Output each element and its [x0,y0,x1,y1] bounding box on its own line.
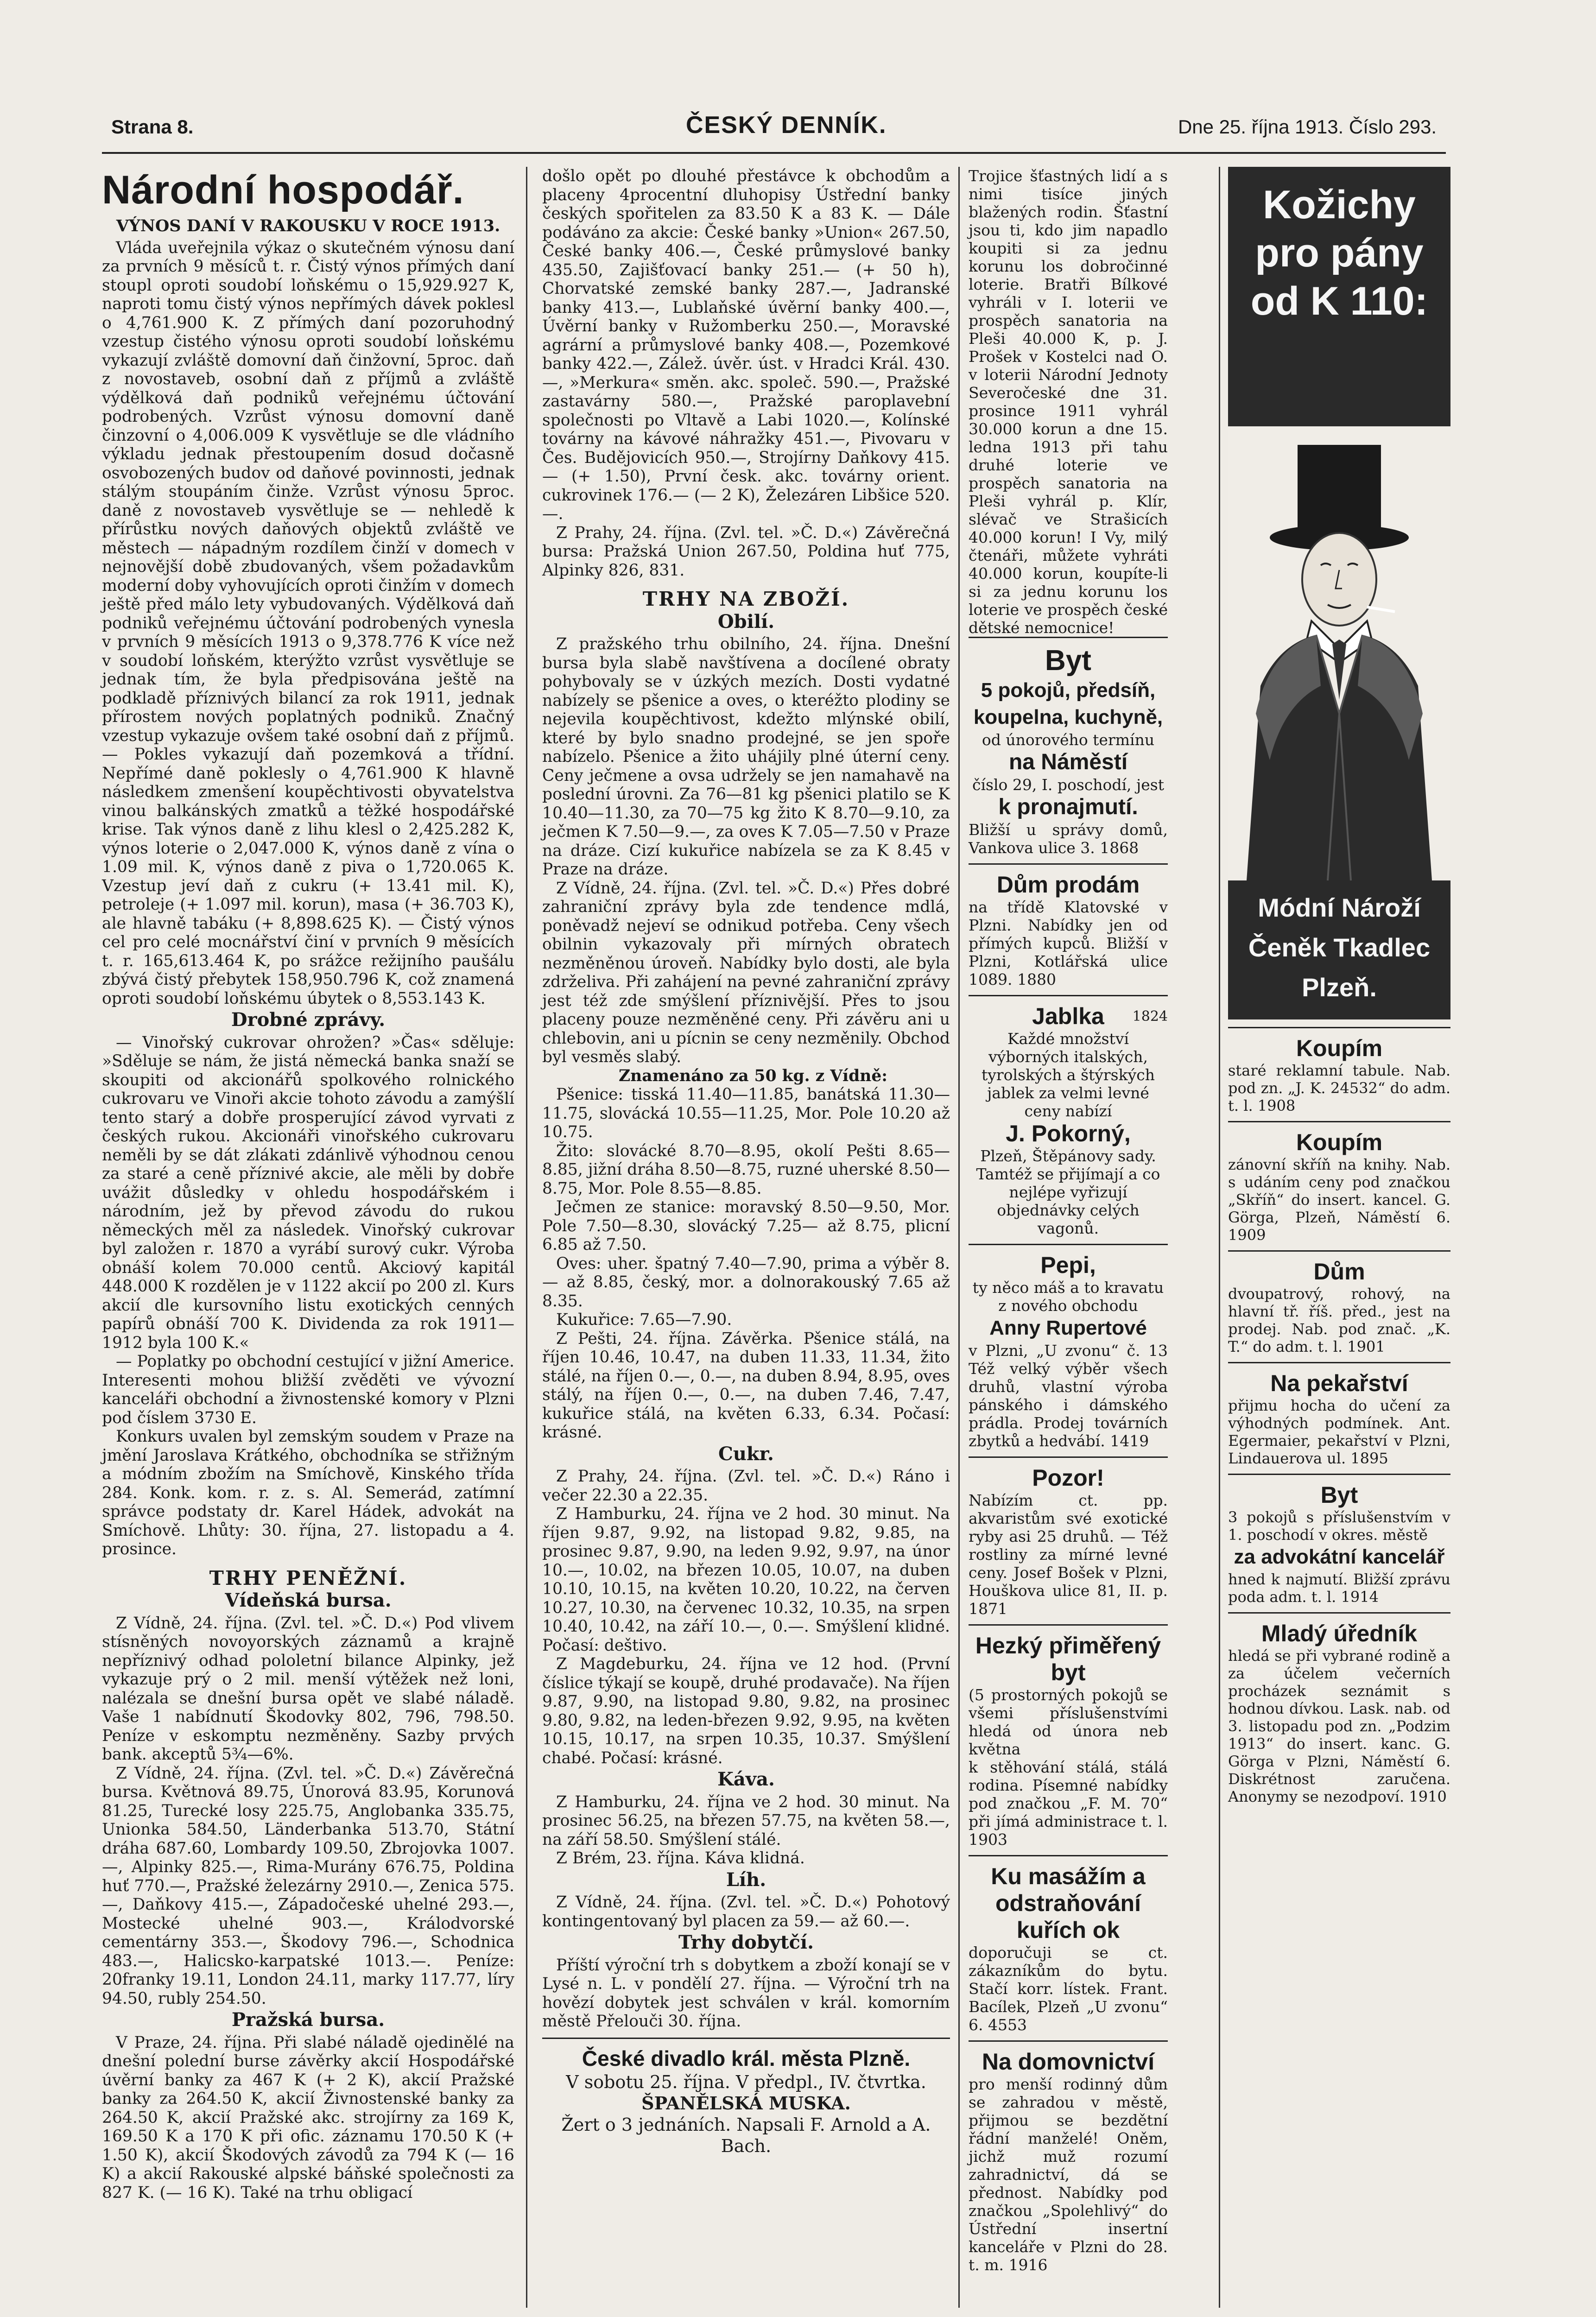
subsection-title: Líh. [726,1868,766,1891]
market-report: Z Pešti, 24. října. Závěrka. Pšenice stálá, na říjen 10.46, 10.47, na duben 11.33, 11.34, žito stálé, na říjen 0.—, 0.—, na duben 8.94, 8.95, oves stálý, na říjen 0.—, 0.—, na duben 7.46, 7.47, kukuřice stálá, na květen 6.33, 6.34. Počasí: krásné. [542,1329,950,1442]
advert [969,2040,1168,2280]
market-report: Z Brém, 23. října. Káva klidná. [556,1849,805,1868]
subsection-title: Cukr. [718,1443,774,1465]
advert [969,1624,1168,1855]
article-headline: VÝNOS DANÍ V RAKOUSKU V ROCE 1913. [116,216,500,235]
subsection-title: Obilí. [717,610,775,633]
column-2 [542,167,950,2157]
ad-text: hned k najmutí. Bližší zprávu poda adm. t. l. 1914 [1228,1570,1450,1606]
ad-text: od únorového termínu [982,731,1155,749]
advert [969,863,1168,995]
ad-text: Plzeň, Štěpánovy sady. [980,1147,1156,1165]
column-1 [102,167,514,2202]
advert [1228,1612,1450,1812]
subsection-title: Pražská bursa. [231,2009,385,2031]
column-divider [526,167,527,2308]
header-rule [102,152,1446,154]
gentleman-illustration [1228,426,1450,880]
ad-subtitle: za advokátní kancelář [1234,1545,1445,1568]
ad-title: Jablka [1032,1003,1104,1029]
column-3 [969,167,1168,2280]
ad-text: v Plzni, „U zvonu“ č. 13 Též velký výběr všech druhů, vlastní výroba pánského i dámského prádla. Prodej továrních zbytků a hedvábí. 1419 [969,1342,1168,1450]
ad-text: 3 pokojů s příslušenstvím v 1. poschodí v okres. městě [1228,1508,1450,1544]
theatre-title: České divadlo král. města Plzně. [582,2046,911,2070]
ad-text: na třídě Klatovské v Plzni. Nabídky jen od přímých kupců. Bližší v Plzni, Kotlářská ulice 1089. 1880 [969,898,1168,988]
advert [969,995,1168,1244]
ad-text: dvoupatrový, rohový, na hlavní tř. říš. před., jest na prodej. Nab. pod znač. „K. T.“ do adm. t. l. 1901 [1228,1285,1450,1355]
ad-title: Na domovnictví [982,2049,1155,2075]
market-report: V Praze, 24. října. Při slabé náladě ojedinělé na dnešní polední burse závěrky akcií Hospodářské úvěrní banky za 467 K (+ 2 K), akcií Pražské banky za 264.50 K, akcií Živnostenské banky za 264.50 K, akcií Pražské akc. strojírny za 169 K, 169.50 K a 170 K při ofic. záznamu 170.50 K (+ 1.50 K), akcií Škodových závodů za 794 K (— 16 K) a akcií Rakouské alpské báňské společnosti za 827 K. (— 16 K). Také na trhu obligací [102,2033,514,2202]
advert [1228,1250,1450,1362]
column-divider [1219,167,1220,2308]
advert [1228,1121,1450,1250]
market-report: Pšenice: tisská 11.40—11.85, banátská 11.30—11.75, slovácká 10.55—11.25, Mor. Pole 10.20 až 10.75. [542,1085,950,1141]
subsection-title: Drobné zprávy. [231,1009,386,1031]
article-body: Vláda uveřejnila výkaz o skutečném výnosu daní za prvních 9 měsíců t. r. Čistý výnos přímých daní stoupl oproti soudobí loňskému o 15,929.927 K, naproti tomu čistý výnos nepřímých dávek poklesl o 4,761.900 K. Z přímých daní pozoruhodný vzestup čistého výnosu oproti soudobí loňskému vykazují zvláště domovní daň činžovní, 5proc. daň z novostaveb, osobní daň z příjmů a zvláště výdělková daň podniků veřejnému účtování podrobených. Vzrůst výnosu domovní daně činzovní o 4,006.009 K vysvětluje se dle vládního výkladu jednak přestoupením dosud dočasně osvobozených budov od daňové povinnosti, jednak stálým stoupáním činže. Vzrůst výnosu 5proc. daně z novostaveb vysvětluje se — nehledě k přírůstku nových daňových objektů zvláště ve městech — nápadným rozdílem činží v domech v nejnovější době zbudovaných, všem požadavkům moderní doby vyhovujících oproti činžím v domech ještě před málo lety vybudovaných. Výdělková daň podniků veřejnému účtování podrobených vynesla v prvních 9 měsících 1913 o 9,378.776 K více než v soudobí loňském, kterýžto vzrůst vysvětluje se jednak tím, že byla předpisována ještě na podkladě příznivých bilancí za rok 1911, jednak přírostem nových poplatných podniků. Značný vzestup vykazuje ovšem také osobní daň z příjmů. — Pokles vykazují daň pozemková a třídní. Nepřímé daně poklesly o 4,761.900 K hlavně následkem zmenšení koupěchtivosti obyvatelstva vinou balkánských zmatků a tėžké hospodářské krise. Tak výnos daně z lihu klesl o 2,425.282 K, výnos loterie o 2,047.000 K, výnos daně z vína o 1.09 mil. K, výnos daně z piva o 1,720.065 K. Vzestup jeví daň z cukru (+ 13.41 mil. K), petroleje (+ 1.097 mil. korun), masa (+ 36.703 K), ale hlavně tabáku (+ 8,898.625 K). — Čistý výnos cel pro celé mocnářství činí v prvních 9 měsících t. r. 165,613.464 K, po srážce režijního paušálu zbývá čistý přebytek 158,950.796 K, což znamená oproti soudobí loňskému úbytek o 8,553.143 K. [102,238,514,1008]
ad-text: doporučuji se ct. zákazníkům do bytu. Stačí korr. lístek. Frant. Bacílek, Plzeň „U zvonu“ 6. 4553 [969,1943,1168,2034]
newspaper-title: ČESKÝ DENNÍK. [686,112,887,139]
page-header [83,102,1455,158]
fur-coat-advert: Kožichy pro pány od K 110: [1228,167,1450,426]
ad-title: Koupím [1296,1129,1383,1155]
market-report: Příští výroční trh s dobytkem a zboží konají se v Lysé n. L. v pondělí 27. října. — Výroční trh na hovězí dobytek jest schválen v král. komorním městě Přelouči 30. října. [542,1956,950,2031]
ad-text: (5 prostorných pokojů se všemi příslušenstvími hledá od února neb května [969,1686,1168,1758]
market-report: Z Hamburku, 24. října ve 2 hod. 30 minut. Na říjen 9.87, 9.92, na listopad 9.82, 9.85, na prosinec 9.87, 9.90, na leden 9.92, 9.97, na únor 10.—, 10.02, na březen 10.05, 10.07, na duben 10.10, 10.15, na květen 10.20, 10.22, na červen 10.27, 10.30, na červenec 10.32, 10.35, na srpen 10.40, 10.42, na září 10.—, 0.—. Smýšlení klidné. Počasí: deštivo. [542,1505,950,1655]
subsection-title: Káva. [717,1768,775,1790]
market-report: Z Vídně, 24. října. (Zvl. tel. »Č. D.«) Závěrečná bursa. Květnová 89.75, Únorová 83.95, Korunová 81.25, Turecké losy 225.75, Anglobanka 335.75, Unionka 584.50, Länderbanka 513.70, Státní dráha 687.60, Lombardy 109.50, Zbrojovka 1007.—, Alpinky 825.—, Rima-Murány 676.75, Poldina huť 770.—, Pražské železárny 2910.—, Zenica 575.—, Daňkovy 415.—, Západočeské uhelné 293.—, Mostecké uhelné 903.—, Králodvorské cementárny 353.—, Škodovy 796.—, Schodnica 483.—, Halicsko-karpatské 1013.—. Peníze: 20franky 19.11, London 24.11, marky 117.77, líry 94.50, rubly 254.50. [102,1764,514,2008]
ad-title: Koupím [1296,1035,1383,1061]
theatre-info: V sobotu 25. října. V předpl., IV. čtvrtka. [566,2071,926,2092]
market-report: Z pražského trhu obilního, 24. října. Dnešní bursa byla slabě navštívena a docílené obraty pohybovaly se v úzkých mezích. Dosti vydatné nabízely se pšenice a oves, o kteréžto plodiny se nejevila koupěchtivost, kdežto mlýnské obilí, které by bylo snadno prodejné, se jen spoře nabízelo. Pšenice a žito uhájily plné úterní ceny. Ceny ječmene a ovsa udržely se jen namahavě na poslední úrovni. Za 76—81 kg pšenici platilo se K 10.40—11.30, za 70—75 kg žito K 8.70—9.10, za ječmen K 7.50—9.—, za oves K 7.05—7.50 v Praze na dráze. Cizí kukuřice nabízela se za K 8.45 v Praze na dráze. [542,635,950,879]
ad-text: pro menší rodinný dům se zahradou v městě, přijmou se bezdětní řádní manželé! Oněm, jichž muž rozumí zahradnictví, dá se přednost. Nabídky pod značkou „Spolehlivý“ do Ústřední insertní kanceláře v Plzni do 28. t. m. 1916 [969,2075,1168,2274]
section-heading: TRHY NA ZBOŽÍ. [642,588,850,610]
news-item: — Poplatky po obchodní cestující v jižní Americe. Interesenti mohou bližší zvěděti ve vývozní kanceláři obchodní a živnostenské komory v Plzni pod číslem 3730 E. [102,1352,514,1427]
gentleman-icon [1228,426,1450,880]
ad-text: Nabízím ct. pp. akvaristům své exotické ryby asi 25 druhů. — Též rostliny za mírné levné ceny. Josef Bošek v Plzni, Houškova ulice 81, II. p. 1871 [969,1491,1168,1618]
divider [542,2038,950,2039]
ad-text: přijmu hocha do učení za výhodných podmínek. Ant. Egermaier, pekařství v Plzni, Lindauerova ul. 1895 [1228,1397,1450,1467]
news-item: — Vinořský cukrovar ohrožen? »Čas« sděluje: »Sděluje se nám, že jistá německá banka snaží se skoupiti od akcionářů spolkového rolnického cukrovaru ve Vinoři akcie tohoto závodu a zamýšlí tento starý a dobře prosperující závod vyrvati z českých rukou. Akcionáři vinořského cukrovaru neměli by se dát zlákati zdánlivě výhodnou cenou za staré a ceně příznivé akcie, ale měli by dobře uvážit důsledky v ohledu hospodářském i národním, jež by převod závodu do rukou německých měl za následek. Vinořský cukrovar byl založen r. 1870 a vyrábí surový cukr. Výroba obnáší kolem 70.000 centů. Akciový kapitál 448.000 K rozdělen je v 1122 akcií po 200 zl. Kurs akcií dle kursovního listu exotických cenných papírů obnáší 700 K. Dividenda za rok 1911—1912 byla 100 K.« [102,1033,514,1352]
ad-title: Mladý úředník [1261,1621,1418,1646]
fashion-shop-advert: Módní Nároží Čeněk Tkadlec Plzeň. [1228,880,1450,1019]
ad-title: Pepi, [1040,1252,1096,1278]
ad-subtitle: J. Pokorný, [1006,1121,1131,1146]
market-report: došlo opět po dlouhé přestávce k obchodům a placeny 4procentní dluhopisy Ústřední banky českých spořitelen za 83.50 K a 83 K. — Dále podáváno za akcie: České banky »Union« 267.50, České banky 406.—, České průmyslové banky 435.50, Zajišťovací banky 251.— (+ 50 h), Chorvatské zemské banky 287.—, Jadranské banky 413.—, Lublaňské úvěrní banky 400.—, Úvěrní banky v Ružomberku 250.—, Moravské agrární a průmyslové banky 408.—, Pozemkové banky 422.—, Zálež. úvěr. úst. v Hradci Král. 430.—, »Merkura« směn. akc. společ. 590.—, Pražské zastavárny 580.—, Pražské paroplavební společnosti po Vltavě a Labi 1020.—, Kolínské továrny na kávové náhražky 451.—, Pivovaru v Čes. Budějovicích 950.—, Strojírny Daňkovy 415.— (+ 1.50), První česk. akc. továrny orient. cukrovinek 176.— (— 2 K), Železáren Libšice 520.—. [542,167,950,523]
issue-date: Dne 25. října 1913. Číslo 293. [1178,116,1437,138]
ad-text: zánovní skříň na knihy. Nab. s udáním ceny pod značkou „Skříň“ do insert. kancel. G. Görga, Plzeň, Náměstí 6. 1909 [1228,1156,1450,1244]
theatre-info: Žert o 3 jednáních. Napsali F. Arnold a A. Bach. [561,2114,931,2156]
ad-title: Dům prodám [996,872,1140,898]
ad-title: Pozor! [1032,1465,1104,1491]
market-report: Z Prahy, 24. října. (Zvl. tel. »Č. D.«) Závěrečná bursa: Pražská Union 267.50, Poldina huť 775, Alpinky 826, 831. [542,523,950,580]
ad-subtitle: Anny Rupertové [989,1317,1147,1339]
ad-text: k stěhování stálá, stálá rodina. Písemné nabídky pod značkou „F. M. 70“ při jímá administrace t. l. 1903 [969,1758,1168,1849]
ad-title: Hezký přiměřený byt [975,1633,1161,1685]
ad-text: ty něco máš a to kravatu z nového obchodu [972,1279,1164,1315]
section-heading: TRHY PENĚŽNÍ. [209,1566,407,1589]
ad-text: číslo 29, I. poschodí, jest [972,776,1164,794]
market-report: Kukuřice: 7.65—7.90. [556,1310,732,1329]
advert [1228,1474,1450,1612]
market-report: Z Vídně, 24. října. (Zvl. tel. »Č. D.«) Přes dobré zahraniční zprávy byla zde tendence mdlá, poněvadž nejeví se odnikud potřeba. Ceny všech obilnin vykazovaly při mírných obratech nezměněnou úroveň. Nabídky bylo dosti, ale byla zdrželiva. Při zahájení na pevné zahraniční zprávy jest též zde smýšlení příznivější. Přes to jsou placeny pouze nezměněné ceny. Při závěru ani u chlebovin, ani u pícnin se ceny nezměnily. Obchod byl vesměs slabý. [542,879,950,1066]
column-divider [958,167,960,2308]
market-report: Z Magdeburku, 24. října ve 12 hod. (První číslice týkají se koupě, druhé prodavače). Na říjen 9.87, 9.90, na listopad 9.80, 9.82, na prosinec 9.80, 9.82, na leden-březen 9.92, 9.95, na květen 10.15, 10.17, na srpen 10.35, 10.37. Smýšlení chabé. Počasí: krásné. [542,1655,950,1767]
advert [969,1456,1168,1624]
ad-subtitle: k pronajmutí. [998,795,1138,819]
market-report: Z Vídně, 24. října. (Zvl. tel. »Č. D.«) Pohotový kontingentovaný byl placen za 59.— až 60.—. [542,1893,950,1931]
news-item: Konkurs uvalen byl zemským soudem v Praze na jmění Jaroslava Krátkého, obchodníka se střižným a módním zbožím na Smíchově, Kinského třída 284. Konk. kom. r. z. s. Al. Semerád, zatímní správce podstaty dr. Karel Hádek, advokát na Smíchově. Lhůty: 30. října, 27. listopadu a 4. prosince. [102,1427,514,1558]
market-report: Z Prahy, 24. října. (Zvl. tel. »Č. D.«) Ráno i večer 22.30 a 22.35. [542,1467,950,1505]
ad-text: Bližší u správy domů, Vankova ulice 3. 1868 [969,821,1168,857]
ad-text: hledá se při vybrané rodině a za účelem večerních procházek seznámit s hodnou dívkou. Lask. nab. od 3. listopadu pod zn. „Podzim 1913“ do insert. kanc. G. Görga v Plzni, Náměstí 6. Diskrétnost zaručena. Anonymy se nezodpoví. 1910 [1228,1647,1450,1805]
subsection-title: Vídeňská bursa. [225,1589,392,1611]
market-report: Ječmen ze stanice: moravský 8.50—9.50, Mor. Pole 7.50—8.30, slovácký 7.25— až 8.75, plicní 6.85 až 7.50. [542,1198,950,1254]
column-4 [1228,167,1450,1812]
subsection-title: Trhy dobytčí. [678,1931,814,1953]
ad-number: 1824 [1132,1008,1168,1025]
ad-subtitle: 5 pokojů, předsíň, koupelna, kuchyně, [973,679,1163,728]
ad-title: Byt [1045,645,1091,677]
ad-title: Byt [1320,1482,1358,1508]
page-number: Strana 8. [111,116,194,138]
ad-title: Dům [1313,1259,1365,1285]
market-report: Znamenáno za 50 kg. z Vídně: [618,1066,887,1085]
ad-title: Ku masážím a odstraňování kuřích ok [991,1863,1146,1943]
market-report: Z Vídně, 24. října. (Zvl. tel. »Č. D.«) Pod vlivem stísněných novoyorských záznamů a krajně nepříznivý odhad pololetní bilance Alpinky, jež vykazuje prý o 2 mil. menší výtěžek než loni, nalézala se dnešní bursa opět ve slabé náladě. Vaše 1 nabídnutí Škodovky 802, 796, 798.50. Peníze v eskomptu nezměněny. Sazby prvých bank. akceptů 5¾—6%. [102,1614,514,1764]
advert [969,637,1168,863]
advert [1228,1362,1450,1474]
advert [969,1244,1168,1456]
ad-title: Na pekařství [1270,1370,1408,1396]
advert [969,1855,1168,2040]
ad-text: Tamtéž se přijímají a co nejlépe vyřizují objednávky celých vagonů. [976,1165,1160,1237]
theatre-play: ŠPANĚLSKÁ MUSKA. [641,2092,851,2114]
ad-text: staré reklamní tabule. Nab. pod zn. „J. K. 24532“ do adm. t. l. 1908 [1228,1062,1450,1114]
advert [1228,1027,1450,1121]
ad-subtitle: na Náměstí [1008,750,1128,774]
market-report: Žito: slovácké 8.70—8.95, okolí Pešti 8.65—8.85, jižní dráha 8.50—8.75, ruzné uherské 8.50—8.75, Mor. Pole 8.55—8.85. [542,1141,950,1198]
market-report: Z Hamburku, 24. října ve 2 hod. 30 minut. Na prosinec 56.25, na březen 57.75, na květen 58.—, na září 58.50. Smýšlení stálé. [542,1792,950,1849]
section-title: Národní hospodář. [102,168,464,212]
lottery-notice: Trojice šťastných lidí a s nimi tisíce jiných blažených rodin. Šťastní jsou ti, kdo jim napadlo koupiti si za jednu korunu los dobročinné loterie. Bratři Bílkové vyhráli v I. loterii ve prospěch sanatoria na Pleši 40.000 K, p. J. Prošek v Kostelci nad O. v loterii Národní Jednoty Severočeské dne 31. prosince 1911 vyhrál 30.000 korun a dne 15. ledna 1913 při tahu druhé loterie ve prospěch sanatoria na Pleši vyhrál p. Klír, slévač ve Strašicích 40.000 korun! I Vy, milý čtenáři, můžete vyhráti 40.000 korun, koupíte-li si za jednu korunu los loterie ve prospěch české dětské nemocnice! [969,167,1168,637]
market-report: Oves: uher. špatný 7.40—7.90, prima a výběr 8.— až 8.85, český, mor. a dolnorakouský 7.65 až 8.35. [542,1254,950,1310]
newspaper-page [83,102,1455,2308]
ad-text: Každé množství výborných italských, tyrolských a štýrských jablek za velmi levné ceny nabízí [982,1030,1155,1120]
